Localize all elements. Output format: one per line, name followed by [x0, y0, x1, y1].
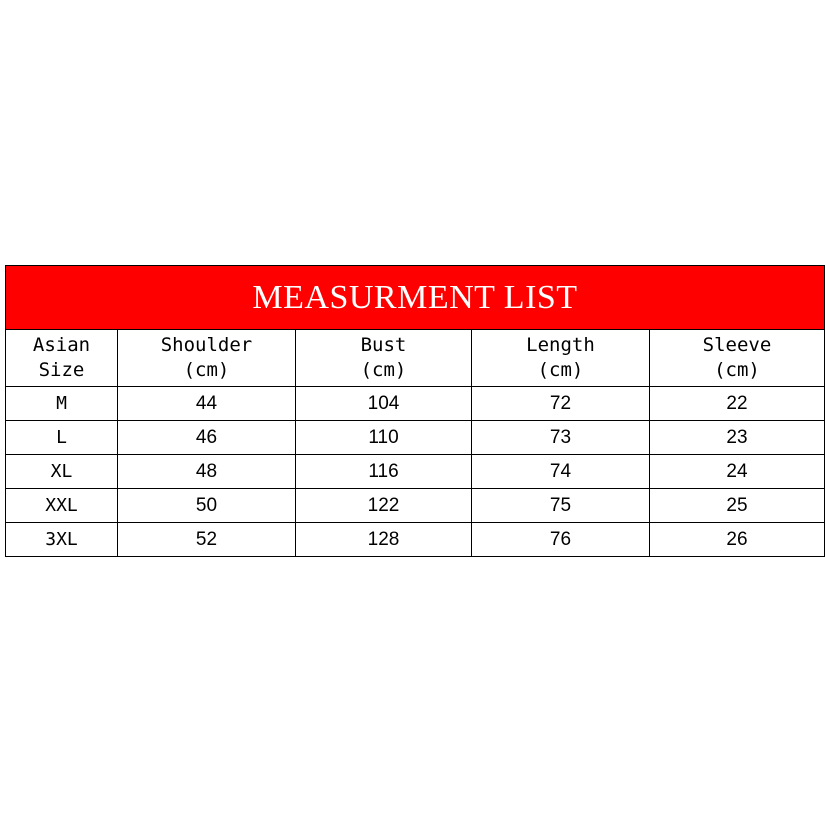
header-shoulder: [118, 330, 296, 387]
cell-bust: 110: [296, 421, 472, 455]
cell-shoulder: 48: [118, 455, 296, 489]
table-row: [6, 523, 825, 557]
cell-size: XXL: [6, 489, 118, 523]
title-row: [6, 266, 825, 330]
header-line: Bust: [360, 334, 407, 356]
cell-bust: 104: [296, 387, 472, 421]
cell-size: M: [6, 387, 118, 421]
cell-shoulder: 44: [118, 387, 296, 421]
header-row: [6, 330, 825, 387]
header-line: Shoulder: [160, 334, 253, 356]
cell-sleeve: 26: [650, 523, 825, 557]
header-unit: (cm): [360, 359, 407, 381]
measurement-table: [5, 265, 825, 557]
cell-bust: 128: [296, 523, 472, 557]
header-line: Size: [38, 359, 85, 381]
cell-size: L: [6, 421, 118, 455]
cell-size: 3XL: [6, 523, 118, 557]
cell-length: 74: [472, 455, 650, 489]
cell-sleeve: 24: [650, 455, 825, 489]
table-row: [6, 421, 825, 455]
table-row: [6, 455, 825, 489]
header-line: Sleeve: [702, 334, 772, 356]
cell-bust: 122: [296, 489, 472, 523]
header-line: Length: [526, 334, 595, 356]
cell-size: XL: [6, 455, 118, 489]
table-row: [6, 387, 825, 421]
cell-bust: 116: [296, 455, 472, 489]
header-line: Asian: [32, 334, 91, 356]
measurement-table-container: [5, 265, 824, 557]
cell-length: 73: [472, 421, 650, 455]
header-length: [472, 330, 650, 387]
cell-length: 72: [472, 387, 650, 421]
header-asian-size: [6, 330, 118, 387]
cell-shoulder: 52: [118, 523, 296, 557]
cell-shoulder: 50: [118, 489, 296, 523]
cell-length: 75: [472, 489, 650, 523]
header-bust: [296, 330, 472, 387]
table-row: [6, 489, 825, 523]
table-title: MEASURMENT LIST: [6, 266, 825, 330]
cell-shoulder: 46: [118, 421, 296, 455]
cell-sleeve: 25: [650, 489, 825, 523]
header-unit: (cm): [183, 359, 230, 381]
cell-sleeve: 22: [650, 387, 825, 421]
header-sleeve: [650, 330, 825, 387]
cell-length: 76: [472, 523, 650, 557]
header-unit: (cm): [537, 359, 584, 381]
cell-sleeve: 23: [650, 421, 825, 455]
header-unit: (cm): [714, 359, 760, 381]
